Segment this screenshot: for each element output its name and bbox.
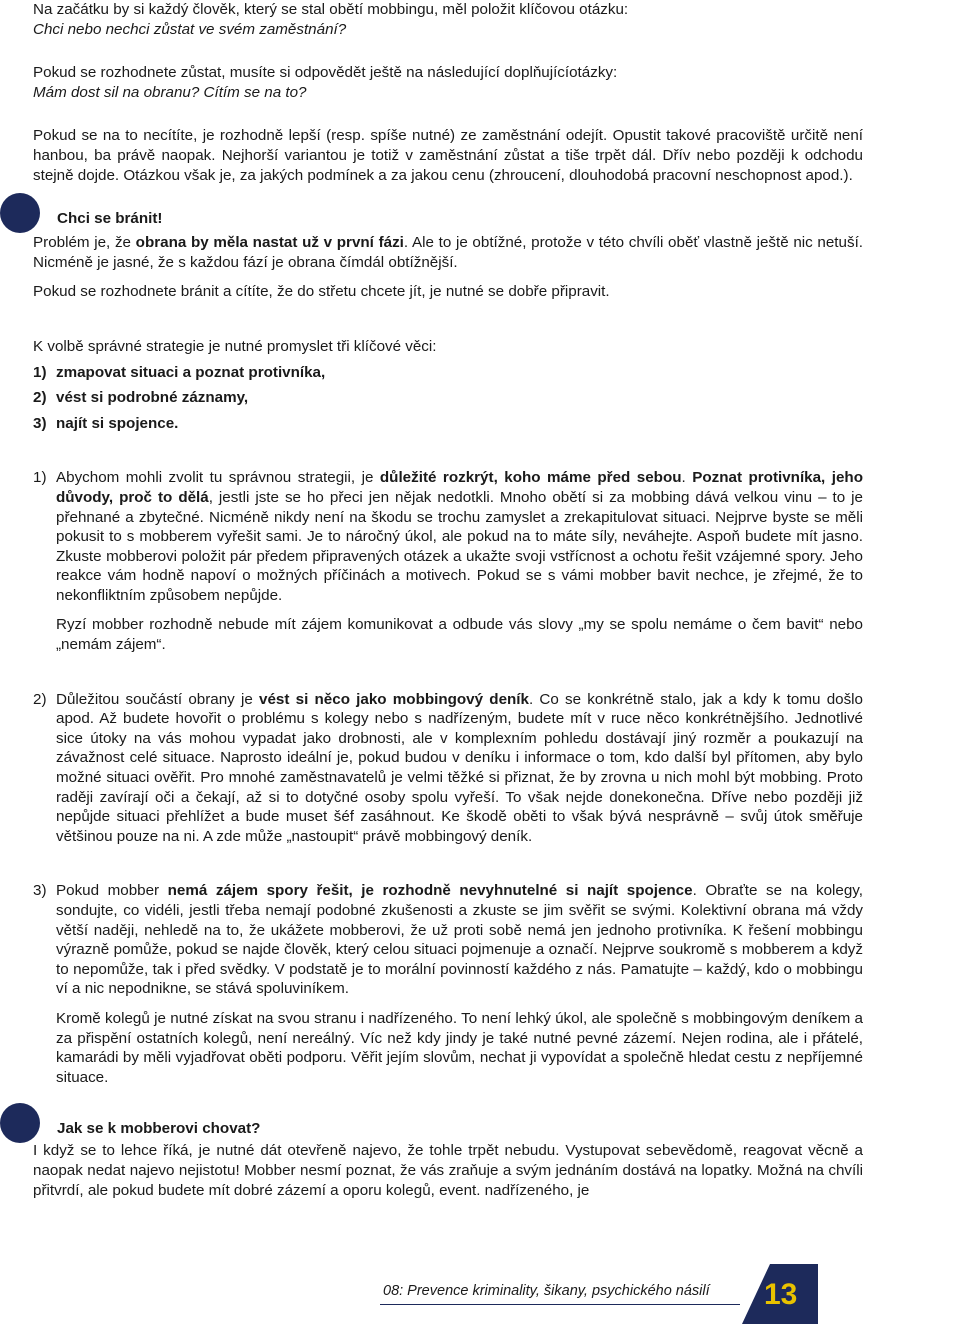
page-footer	[0, 1260, 960, 1324]
section-1-paragraph-2: Ryzí mobber rozhodně nebude mít zájem komunikovat a odbude vás slovy „my se spolu nemáme o čem bavit“ nebo „nemám zájem“.	[56, 616, 863, 654]
intro-question-1: Chci nebo nechci zůstat ve svém zaměstnání?	[33, 20, 347, 38]
behave-paragraph: I když se to lehce říká, je nutné dát otevřeně najevo, že tohle trpět nebudu. Vystupovat sebevědomě, reagovat věcně a naopak nedat najevo nejistotu! Mobber nesmí poznat, že vás zraňuje a svým jednáním dostává na lopatky. Možná na chvíli přitvrdí, ale pokud budete mít dobré zázemí a oporu kolegů, event. nadřízeného, je	[33, 1142, 863, 1199]
intro-question-2: Mám dost sil na obranu? Cítím se na to?	[33, 83, 307, 101]
section-3-paragraph-2: Kromě kolegů je nutné získat na svou stranu i nadřízeného. To není lehký úkol, ale společně s mobbingovým deníkem a za přispění ostatních kolegů, není nereálný. Víc než kdy jindy je také nutné pevné zázemí. Nejen rodina, ale i přátelé, kamarádi by měli vyjadřovat oběti podporu. Věřit jejím slovům, nechat ji vypovídat a společně hledat cestu z nepříjemné situace.	[56, 1009, 863, 1086]
intro-line-1: Na začátku by si každý člověk, který se stal obětí mobbingu, měl položit klíčovou otázku:	[33, 1, 629, 18]
intro-line-2: Pokud se rozhodnete zůstat, musíte si odpovědět ještě na následující doplňujícíotázky:	[33, 64, 618, 82]
numbered-section-1: 1) Abychom mohli zvolit tu správnou strategii, je důležité rozkrýt, koho máme před sebou. Poznat protivníka, jeho důvody, proč to dělá, jestli jste se ho přeci jen nějak nedotkli. Mnoho obětí si za mobbing dává velkou vinu – to je přehnané a zbytečné. Nicméně nikdy není na škodu se trochu zamyslet a zrekapitulovat situaci. Nejprve byste se měli pokusit to s mobberem vyřešit sami. Je to náročný úkol, ale pokud na to máte síly, neváhejte. Aspoň budete mít jasno. Zkuste mobberovi položit pár předem připravených otázek a ukažte svoji vstřícnost a ochotu řešit vzájemné spory. Jeho reakce vám hodně napoví o možných příčinách a motivech. Pokud se s vámi mobber bavit nechce, je zřejmé, že to nekonfliktním způsobem nepůjde. Ryzí mobber rozhodně nebude mít zájem komunikovat a odbude vás slovy „my se spolu nemáme o čem bavit“ nebo „nemám zájem“.	[33, 469, 863, 654]
numbered-section-3: 3) Pokud mobber nemá zájem spory řešit, je rozhodně nevyhnutelné si najít spojence. Obraťte se na kolegy, sondujte, co vidéli, jestli třeba nemají podobné zkušenosti a zkuste se jim svěřit se svými. Kolektivní obrana má vždy větší naději, nehledě na to, že ukážete mobberovi, že už proti sobě nemá jen jednoho protivníka. K řešení mobbingu výrazně pomůže, pokud se najde člověk, který celou situaci pojmenuje a označí. Nejprve soukromě s mobberem a když to nepomůže, tak i před svědky. V podstatě je to morální povinností každého z nás. Pamatujte – každý, kdo o mobbingu ví a nic nepodnikne, se stává spoluviníkem. Kromě kolegů je nutné získat na svou stranu i nadřízeného. To není lehký úkol, ale společně s mobbingovým deníkem a za přispění ostatních kolegů, není nereálný. Víc než kdy jindy je také nutné pevné zázemí. Nejen rodina, ale i přátelé, kamarádi by měli vyjadřovat oběti podporu. Věřit jejím slovům, nechat ji vypovídat a společně hledat cestu z nepříjemné situace.	[33, 882, 863, 1086]
document-page	[33, 0, 863, 1200]
page-number: 13	[764, 1278, 798, 1311]
section-3-paragraph: Pokud mobber nemá zájem spory řešit, je rozhodně nevyhnutelné si najít spojence. Obraťte se na kolegy, sondujte, co vidéli, jestli třeba nemají podobné zkušenosti a zkuste se jim svěřit se svými. Kolektivní obrana má vždy větší naději, nehledě na to, že ukážete mobberovi, že už proti sobě nemá jen jednoho protivníka. K řešení mobbingu výrazně pomůže, pokud se najde člověk, který celou situaci pojmenuje a označí. Nejprve soukromě s mobberem a když to nepomůže, tak i před svědky. V podstatě je to morální povinností každého z nás. Pamatujte – každý, kdo o mobbingu ví a nic nepodnikne, se stává spoluviníkem.	[56, 882, 863, 998]
footer-title: 08: Prevence kriminality, šikany, psychického násilí	[383, 1283, 710, 1299]
section-1-paragraph: Abychom mohli zvolit tu správnou strategii, je důležité rozkrýt, koho máme před sebou. Poznat protivníka, jeho důvody, proč to dělá, jestli jste se ho přeci jen nějak nedotkli. Mnoho obětí si za mobbing dává velkou vinu – to je přehnané a zbytečné. Nicméně nikdy není na škodu se trochu zamyslet a zrekapitulovat situaci. Nejprve byste se měli pokusit to s mobberem vyřešit sami. Je to náročný úkol, ale pokud na to máte síly, neváhejte. Aspoň budete mít jasno. Zkuste mobberovi položit pár předem připravených otázek a ukažte svoji vstřícnost a ochotu řešit vzájemné spory. Jeho reakce vám hodně napoví o možných příčinách a motivech. Pokud se s vámi mobber bavit nechce, je zřejmé, že to nekonfliktním způsobem nepůjde.	[56, 469, 863, 604]
list-item: 2) vést si podrobné záznamy,	[33, 389, 249, 407]
list-item: 1) zmapovat situaci a poznat protivníka,	[33, 363, 326, 381]
strategy-list	[33, 363, 863, 434]
defense-paragraph-2: Pokud se rozhodnete bránit a cítíte, že do střetu chcete jít, je nutné se dobře připravit.	[33, 283, 610, 301]
strategy-intro: K volbě správné strategie je nutné promyslet tři klíčové věci:	[33, 337, 437, 355]
section-heading-defend: Chci se bránit!	[33, 207, 863, 231]
list-item: 3) najít si spojence.	[33, 414, 179, 432]
footer-divider	[380, 1304, 740, 1305]
bullet-circle-icon	[0, 193, 40, 233]
bullet-circle-icon	[0, 1103, 40, 1143]
defense-paragraph-1: Problém je, že obrana by měla nastat už v první fázi. Ale to je obtížné, protože v této chvíli oběť vlastně ještě nic netuší. Nicméně je jasné, že s každou fází je obrana čímdál obtížnější.	[33, 234, 864, 271]
numbered-section-2: 2) Důležitou součástí obrany je vést si něco jako mobbingový deník. Co se konkrétně stalo, jak a kdy k tomu došlo apod. Až budete hovořit o problému s kolegy nebo s nadřízeným, budete mít v ruce něco konkrétnějšího. Jednotlivé sice útoky na vás mohou vypadat jako drobnosti, ale v komplexním pohledu dostávají jiný rozměr a poukazují na závažnost celé situace. Naprosto ideální je, pokud budou v deníku i informace o tom, kdo další byl přítomen, aby bylo možné situaci ověřit. Pro mnohé zaměstnavatelů je velmi těžké si přiznat, že by zrovna u nich mohl být mobbing. Proto raději zavírají oči a čekají, až si to dotyčné osoby spolu vyřeší. To však nejde donekonečna. Dříve nebo později již nepůjde situaci přehlížet a bude muset šéf zasáhnout. Ke škodě oběti to však bývá nesprávně – svůj útok směřuje většinou pouze na ni. A zde může „nastoupit“ právě mobbingový deník.	[33, 690, 863, 845]
intro-paragraph: Pokud se na to necítíte, je rozhodně lepší (resp. spíše nutné) ze zaměstnání odejít. Opustit takové pracoviště určitě není hanbou, ba právě naopak. Nejhorší variantou je totiž v zaměstnání zůstat a tiše trpět dál. Dřív nebo později k odchodu stejně dojde. Otázkou však je, za jakých podmínek a za jakou cenu (zhroucení, dlouhodobá pracovní neschopnost apod.).	[33, 127, 863, 184]
section-heading-behave: Jak se k mobberovi chovat?	[33, 1117, 863, 1141]
section-2-paragraph: Důležitou součástí obrany je vést si něco jako mobbingový deník. Co se konkrétně stalo, jak a kdy k tomu došlo apod. Až budete hovořit o problému s kolegy nebo s nadřízeným, budete mít v ruce něco konkrétnějšího. Jednotlivé sice útoky na vás mohou vypadat jako drobnosti, ale v komplexním pohledu dostávají jiný rozměr a poukazují na závažnost celé situace. Naprosto ideální je, pokud budou v deníku i informace o tom, kdo další byl přítomen, aby bylo možné situaci ověřit. Pro mnohé zaměstnavatelů je velmi těžké si přiznat, že by zrovna u nich mohl být mobbing. Proto raději zavírají oči a čekají, až si to dotyčné osoby spolu vyřeší. To však nejde donekonečna. Dříve nebo později již nepůjde situaci přehlížet a bude muset šéf zasáhnout. Ke škodě oběti to však bývá nesprávně – svůj útok směřuje většinou pouze na ni. A zde může „nastoupit“ právě mobbingový deník.	[56, 690, 863, 845]
